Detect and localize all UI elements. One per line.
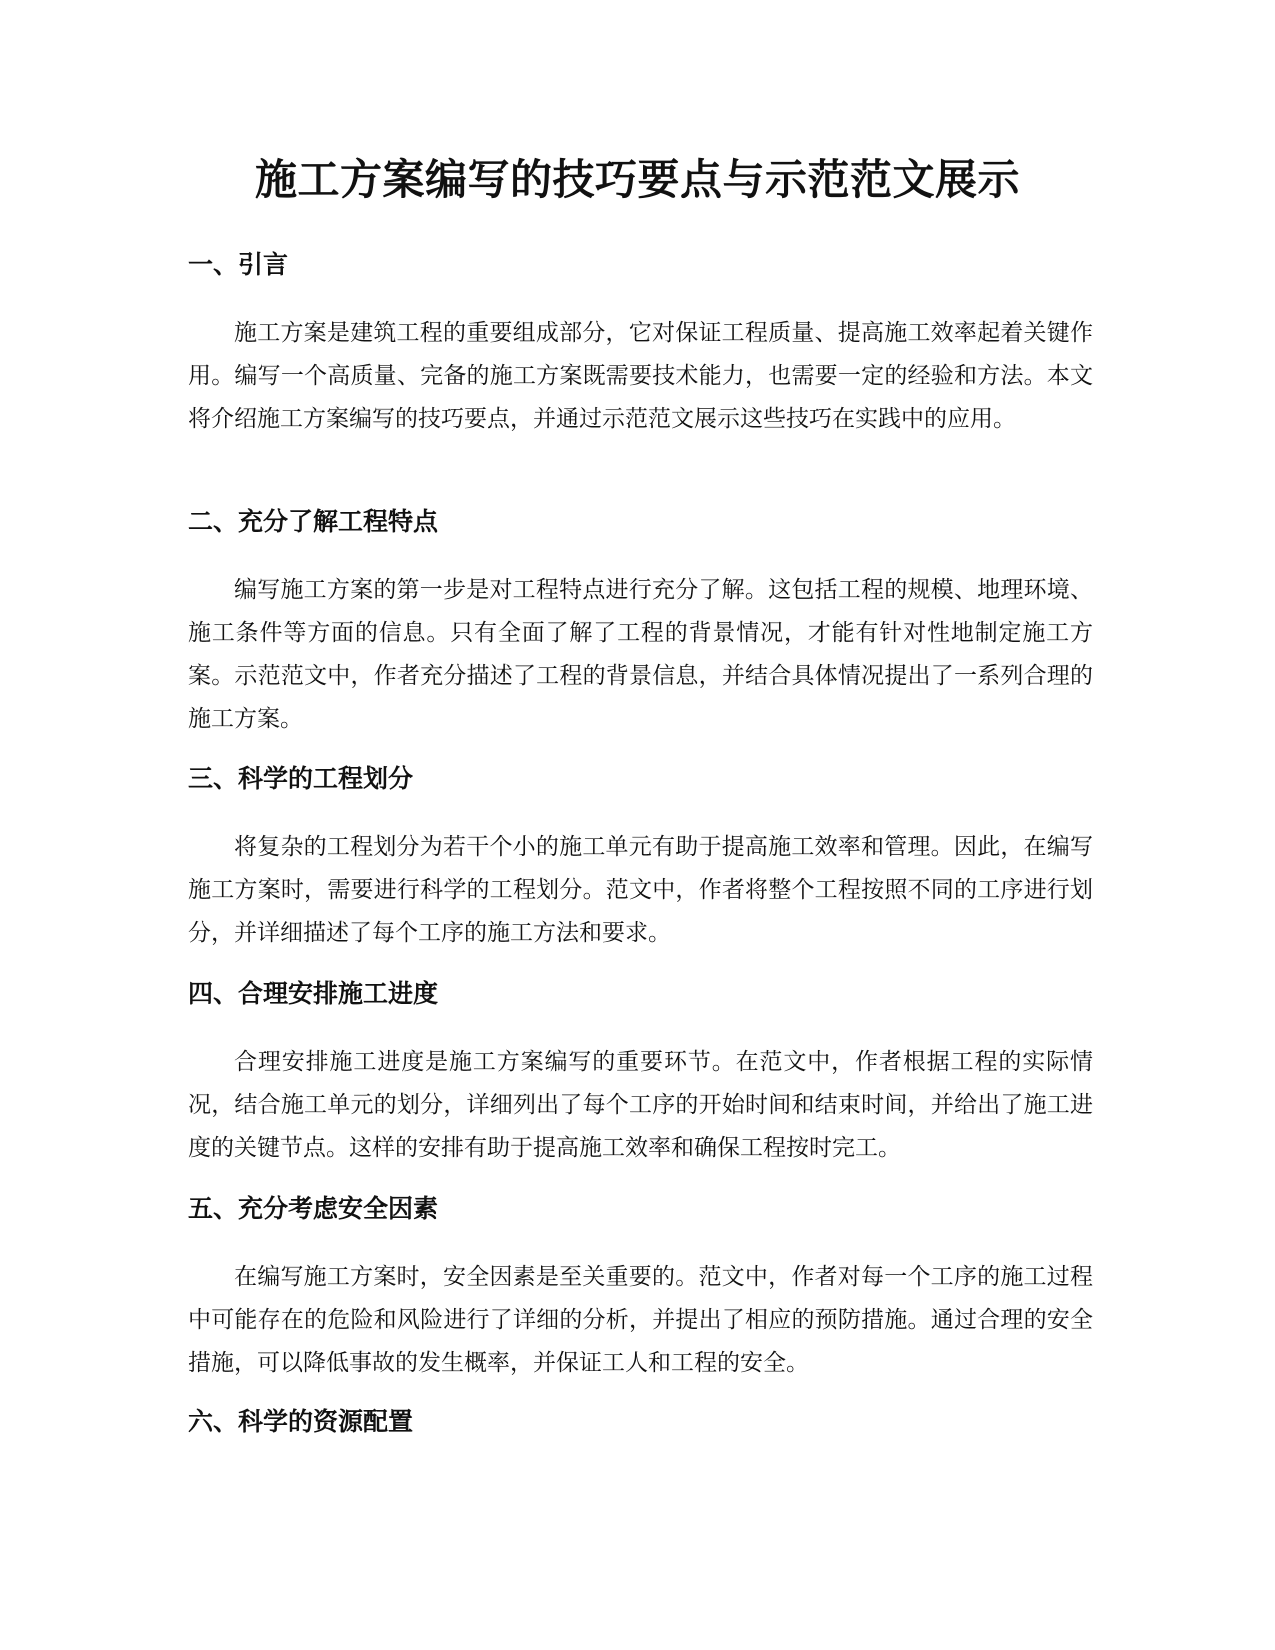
section-paragraph: 合理安排施工进度是施工方案编写的重要环节。在范文中，作者根据工程的实际情况，结合施工单元的划分，详细列出了每个工序的开始时间和结束时间，并给出了施工进度的关键节点。这样的安排有助于提高施工效率和确保工程按时完工。 bbox=[188, 1049, 1093, 1161]
section-introduction bbox=[188, 248, 1093, 441]
section-heading: 一、引言 bbox=[188, 250, 289, 279]
document-title: 施工方案编写的技巧要点与示范范文展示 bbox=[254, 155, 1020, 204]
section-paragraph: 施工方案是建筑工程的重要组成部分，它对保证工程质量、提高施工效率起着关键作用。编写一个高质量、完备的施工方案既需要技术能力，也需要一定的经验和方法。本文将介绍施工方案编写的技巧要点，并通过示范范文展示这些技巧在实践中的应用。 bbox=[188, 320, 1093, 432]
section-heading: 二、充分了解工程特点 bbox=[188, 507, 439, 536]
section-heading: 五、充分考虑安全因素 bbox=[188, 1194, 439, 1223]
section-safety bbox=[188, 1192, 1093, 1385]
section-resources bbox=[188, 1405, 1093, 1439]
section-paragraph: 将复杂的工程划分为若干个小的施工单元有助于提高施工效率和管理。因此，在编写施工方案时，需要进行科学的工程划分。范文中，作者将整个工程按照不同的工序进行划分，并详细描述了每个工序的施工方法和要求。 bbox=[188, 834, 1093, 946]
section-heading: 三、科学的工程划分 bbox=[188, 764, 414, 793]
section-schedule bbox=[188, 977, 1093, 1170]
section-project-division bbox=[188, 762, 1093, 955]
section-paragraph: 编写施工方案的第一步是对工程特点进行充分了解。这包括工程的规模、地理环境、施工条件等方面的信息。只有全面了解了工程的背景情况，才能有针对性地制定施工方案。示范范文中，作者充分描述了工程的背景信息，并结合具体情况提出了一系列合理的施工方案。 bbox=[188, 577, 1093, 732]
section-heading: 六、科学的资源配置 bbox=[188, 1407, 414, 1436]
section-heading: 四、合理安排施工进度 bbox=[188, 979, 439, 1008]
section-project-characteristics bbox=[188, 505, 1093, 741]
section-paragraph: 在编写施工方案时，安全因素是至关重要的。范文中，作者对每一个工序的施工过程中可能存在的危险和风险进行了详细的分析，并提出了相应的预防措施。通过合理的安全措施，可以降低事故的发生概率，并保证工人和工程的安全。 bbox=[188, 1264, 1093, 1376]
